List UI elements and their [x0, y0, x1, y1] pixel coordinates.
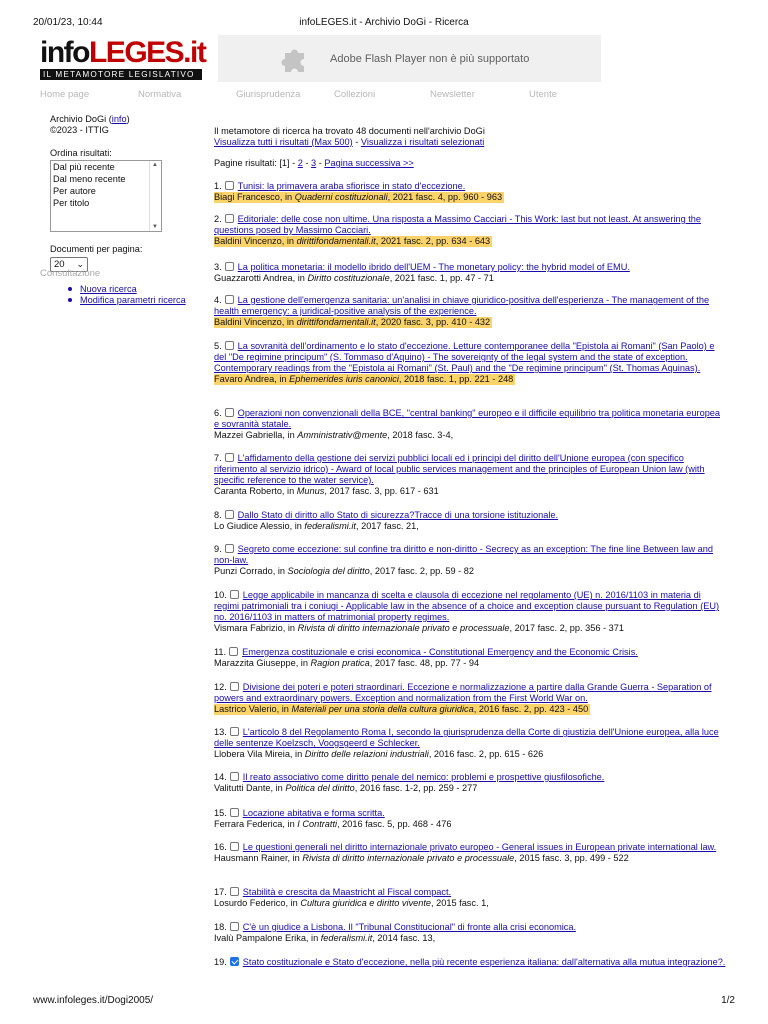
select-checkbox[interactable] [225, 453, 234, 462]
select-checkbox[interactable] [230, 772, 239, 781]
print-page-title: infoLEGES.it - Archivio DoGi - Ricerca [299, 17, 469, 28]
pagination-label: Pagine risultati: [1] - [214, 158, 298, 168]
result-source: Lo Giudice Alessio, in federalismi.it, 2017 fasc. 21, [214, 521, 419, 531]
result-title-link[interactable]: Emergenza costituzionale e crisi economica - Constitutional Emergency and the Economic Crisis. [242, 647, 638, 657]
order-option[interactable]: Per titolo [53, 198, 90, 208]
select-checkbox[interactable] [225, 262, 234, 271]
info-link[interactable]: info [111, 114, 127, 124]
result-title-link[interactable]: Dallo Stato di diritto allo Stato di sicurezza?Tracce di una torsione istituzionale. [237, 510, 559, 520]
result-item: 18. C'è un giudice a Lisbona. Il "Tribunal Constitucional" di fronte alla crisi economica. Ivalù Pampalone Erika, in federalismi.it, 2014 fasc. 13, [214, 922, 577, 943]
sidebar-link-item [66, 284, 186, 295]
sidebar [50, 114, 210, 272]
order-option[interactable]: Dal meno recente [53, 174, 126, 184]
sidebar-link-item [66, 295, 186, 306]
result-title-link[interactable]: Editoriale: delle cose non ultime. Una risposta a Massimo Cacciari - This Work: last but not least. At answering the questions posed by Massimo Cacciari. [214, 214, 701, 235]
modify-params-link[interactable]: Modifica parametri ricerca [80, 294, 186, 305]
per-page-value: 20 [54, 259, 65, 270]
scroll-down-icon[interactable]: ▼ [152, 224, 158, 230]
select-checkbox[interactable] [230, 682, 239, 691]
select-checkbox[interactable] [230, 887, 239, 896]
nav-collezioni[interactable]: Collezioni [334, 89, 376, 100]
summary-text: Il metamotore di ricerca ha trovato 48 documenti nell'archivio DoGi [214, 126, 485, 136]
select-checkbox[interactable] [230, 590, 239, 599]
result-item: 17. Stabilità e crescita da Maastricht al Fiscal compact. Losurdo Federico, in Cultura giuridica e diritto vivente, 2015 fasc. 1, [214, 887, 489, 908]
result-item: 7. L'affidamento della gestione dei servizi pubblici locali ed i principi del diritto dell'Unione europea (con specifico riferimento al servizio idrico) - Award of local public services management and the principles of European Union law (with specific reference to the water service). Caranta Roberto, in Munus, 2017 fasc. 3, pp. 617 - 631 [214, 453, 705, 496]
print-datetime: 20/01/23, 10:44 [33, 17, 103, 28]
result-source: Mazzei Gabriella, in Amministrativ@mente, 2018 fasc. 3-4, [214, 430, 454, 440]
result-title-link[interactable]: L'articolo 8 del Regolamento Roma I, secondo la giurisprudenza della Corte di giustizia dell'Unione europea, alla luce delle sentenze Koelzsch, Voogsgeerd e Schlecker. [214, 727, 719, 748]
result-source: Valitutti Dante, in Politica del diritto, 2016 fasc. 1-2, pp. 259 - 277 [214, 783, 478, 793]
select-checkbox[interactable] [225, 510, 234, 519]
select-checkbox[interactable] [225, 544, 234, 553]
result-item: 15. Locazione abitativa e forma scritta. Ferrara Federica, in I Contratti, 2016 fasc. 5, pp. 468 - 476 [214, 808, 452, 829]
chevron-down-icon: ⌄ [76, 259, 84, 269]
result-title-link[interactable]: C'è un giudice a Lisbona. Il "Tribunal Constitucional" di fronte alla crisi economica. [242, 922, 577, 932]
select-checkbox[interactable] [230, 842, 239, 851]
new-search-link[interactable]: Nuova ricerca [80, 284, 137, 294]
page-3-link[interactable]: 3 [311, 158, 317, 168]
result-source: Lastrico Valerio, in Materiali per una storia della cultura giuridica, 2016 fasc. 2, pp. 423 - 450 [214, 704, 589, 714]
result-title-link[interactable]: Segreto come eccezione: sul confine tra diritto e non-diritto - Secrecy as an exception: The fine line Between law and non-law. [214, 544, 713, 565]
result-title-link[interactable]: Divisione dei poteri e poteri straordinari. Eccezione e normalizzazione a partire dalla Grande Guerra - Separation of powers and extraordinary powers. Exception and normalization from the First World War on. [214, 682, 712, 703]
select-checkbox[interactable] [225, 341, 234, 350]
select-checkbox[interactable] [225, 295, 234, 304]
select-checkbox[interactable] [230, 808, 239, 817]
result-item: 2. Editoriale: delle cose non ultime. Una risposta a Massimo Cacciari - This Work: last but not least. At answering the questions posed by Massimo Cacciari. Baldini Vincenzo, in dirittifondamentali.it, 2021 fasc. 2, pp. 634 - 643 [214, 214, 701, 246]
result-title-link[interactable]: Il reato associativo come diritto penale del nemico: problemi e prospettive giusfilosofiche. [242, 772, 605, 782]
order-label: Ordina risultati: [50, 148, 112, 158]
print-url: www.infoleges.it/Dogi2005/ [33, 995, 154, 1006]
result-source: Vismara Fabrizio, in Rivista di diritto internazionale privato e processuale, 2017 fasc. 2, pp. 356 - 371 [214, 623, 624, 633]
result-item: 5. La sovranità dell'ordinamento e lo stato d'eccezione. Letture contemporanee della "Epistola ai Romani" (San Paolo) e del "De regimine principum" (S. Tommaso d'Aquino) - The sovereignty of the legal system and the state of exception. Contemporary readings from the "Epistola ai Romani" (St. Paul) and the "De regimine principum" (St. Thomas Aquinas). Favaro Andrea, in Ephemerides iuris canonici, 2018 fasc. 1, pp. 221 - 248 [214, 341, 715, 384]
archive-info: Archivio DoGi (info) [50, 114, 130, 124]
result-item: 12. Divisione dei poteri e poteri straordinari. Eccezione e normalizzazione a partire dalla Grande Guerra - Separation of powers and extraordinary powers. Exception and normalization from the First World War on. Lastrico Valerio, in Materiali per una storia della cultura giuridica, 2016 fasc. 2, pp. 423 - 450 [214, 682, 712, 714]
nav-home[interactable]: Home page [40, 89, 90, 100]
result-item: 14. Il reato associativo come diritto penale del nemico: problemi e prospettive giusfilosofiche. Valitutti Dante, in Politica del diritto, 2016 fasc. 1-2, pp. 259 - 277 [214, 772, 605, 793]
logo-tagline: IL METAMOTORE LEGISLATIVO [40, 69, 202, 80]
result-title-link[interactable]: Tunisi: la primavera araba sfiorisce in stato d'eccezione. [237, 181, 466, 191]
scroll-up-icon[interactable]: ▲ [152, 162, 158, 168]
result-item: 16. Le questioni generali nel diritto internazionale privato europeo - General issues in European private international law. Hausmann Rainer, in Rivista di diritto internazionale privato e processuale, 2015 fasc. 3, pp. 499 - 522 [214, 842, 717, 863]
result-title-link[interactable]: Operazioni non convenzionali della BCE, "central banking" europeo e il difficile equilibrio tra politica monetaria europea e sovranità statale. [214, 408, 721, 429]
results-summary [214, 126, 726, 148]
result-title-link[interactable]: Stato costituzionale e Stato d'eccezione, nella più recente esperienza italiana: dall'alternativa alla mutua integrazione?. [242, 957, 726, 967]
result-source: Caranta Roberto, in Munus, 2017 fasc. 3, pp. 617 - 631 [214, 486, 439, 496]
logo-wordmark: infoLEGES.it [40, 36, 206, 69]
view-all-link[interactable]: Visualizza tutti i risultati (Max 500) [214, 137, 353, 147]
consultazione-label: Consultazione [40, 268, 101, 279]
order-listbox[interactable] [50, 160, 162, 232]
result-source: Marazzita Giuseppe, in Ragion pratica, 2017 fasc. 48, pp. 77 - 94 [214, 658, 480, 668]
result-source: Hausmann Rainer, in Rivista di diritto internazionale privato e processuale, 2015 fasc. 3, pp. 499 - 522 [214, 853, 629, 863]
result-item: 3. La politica monetaria: il modello ibrido dell'UEM - The monetary policy: the hybrid model of EMU. Guazzarotti Andrea, in Diritto costituzionale, 2021 fasc. 1, pp. 47 - 71 [214, 262, 630, 283]
per-page-label: Documenti per pagina: [50, 244, 143, 254]
summary-links: Visualizza tutti i risultati (Max 500) - Visualizza i risultati selezionati [214, 137, 485, 147]
print-header [33, 17, 735, 31]
view-selected-link[interactable]: Visualizza i risultati selezionati [360, 137, 485, 147]
result-item: 11. Emergenza costituzionale e crisi economica - Constitutional Emergency and the Economic Crisis. Marazzita Giuseppe, in Ragion pratica, 2017 fasc. 48, pp. 77 - 94 [214, 647, 638, 668]
next-page-link[interactable]: Pagina successiva >> [324, 158, 414, 168]
result-title-link[interactable]: Locazione abitativa e forma scritta. [242, 808, 385, 818]
sidebar-links [66, 284, 186, 305]
select-checkbox[interactable] [225, 408, 234, 417]
print-footer [33, 995, 735, 1009]
flash-message: Adobe Flash Player non è più supportato [330, 52, 530, 65]
result-title-link[interactable]: Legge applicabile in mancanza di scelta e clausola di eccezione nel regolamento (UE) n. 2016/1103 in materia di regimi patrimoniali tra i coniugi - Applicable law in the absence of a choice and exception clause pursuant to Regulation (EU) no. 2016/1103 in matters of matrimonial property regimes. [214, 590, 720, 622]
result-source: Ferrara Federica, in I Contratti, 2016 fasc. 5, pp. 468 - 476 [214, 819, 452, 829]
nav-utente[interactable]: Utente [529, 89, 557, 100]
result-title-link[interactable]: L'affidamento della gestione dei servizi pubblici locali ed i principi del diritto dell'Unione europea (con specifico riferimento al servizio idrico) - Award of local public services management and the principles of European Union law (with specific reference to the water service). [214, 453, 705, 485]
result-source: Punzi Corrado, in Sociologia del diritto, 2017 fasc. 2, pp. 59 - 82 [214, 566, 474, 576]
result-title-link[interactable]: La sovranità dell'ordinamento e lo stato d'eccezione. Letture contemporanee della "Epistola ai Romani" (San Paolo) e del "De regimine principum" (S. Tommaso d'Aquino) - The sovereignty of the legal system and the state of exception. Contemporary readings from the "Epistola ai Romani" (St. Paul) and the "De regimine principum" (St. Thomas Aquinas). [214, 341, 715, 373]
print-page-number: 1/2 [721, 995, 735, 1006]
select-checkbox[interactable] [230, 922, 239, 931]
result-title-link[interactable]: Stabilità e crescita da Maastricht al Fiscal compact. [242, 887, 452, 897]
nav-newsletter[interactable]: Newsletter [430, 89, 475, 100]
result-title-link[interactable]: La gestione dell'emergenza sanitaria: un'analisi in chiave giuridico-positiva dell'esperienza - The management of the health emergency: a juridical-positive analysis of the experience. [214, 295, 710, 316]
select-checkbox[interactable] [225, 214, 234, 223]
puzzle-plugin-icon [280, 44, 310, 74]
nav-normativa[interactable]: Normativa [138, 89, 182, 100]
result-source: Ivalù Pampalone Erika, in federalismi.it, 2014 fasc. 13, [214, 933, 436, 943]
select-checkbox[interactable] [230, 957, 239, 966]
copyright: ©2023 - ITTIG [50, 125, 109, 135]
order-option[interactable]: Per autore [53, 186, 96, 196]
result-item: 1. Tunisi: la primavera araba sfiorisce in stato d'eccezione. Biagi Francesco, in Quaderni costituzionali, 2021 fasc. 4, pp. 960 - 963 [214, 181, 503, 202]
result-item: 6. Operazioni non convenzionali della BCE, "central banking" europeo e il difficile equilibrio tra politica monetaria europea e sovranità statale. Mazzei Gabriella, in Amministrativ@mente, 2018 fasc. 3-4, [214, 408, 721, 440]
page-2-link[interactable]: 2 [297, 158, 303, 168]
select-checkbox[interactable] [229, 647, 238, 656]
site-logo[interactable] [40, 36, 206, 82]
result-item: 19. Stato costituzionale e Stato d'eccezione, nella più recente esperienza italiana: dall'alternativa alla mutua integrazione?. [214, 957, 726, 967]
result-item: 10. Legge applicabile in mancanza di scelta e clausola di eccezione nel regolamento (UE) n. 2016/1103 in materia di regimi patrimoniali tra i coniugi - Applicable law in the absence of a choice and exception clause pursuant to Regulation (EU) no. 2016/1103 in matters of matrimonial property regimes. Vismara Fabrizio, in Rivista di diritto internazionale privato e processuale, 2017 fasc. 2, pp. 356 - 371 [214, 590, 720, 633]
result-item: 9. Segreto come eccezione: sul confine tra diritto e non-diritto - Secrecy as an exception: The fine line Between law and non-law. Punzi Corrado, in Sociologia del diritto, 2017 fasc. 2, pp. 59 - 82 [214, 544, 713, 576]
result-item: 13. L'articolo 8 del Regolamento Roma I, secondo la giurisprudenza della Corte di giustizia dell'Unione europea, alla luce delle sentenze Koelzsch, Voogsgeerd e Schlecker. Llobera Vila Mireia, in Diritto delle relazioni industriali, 2016 fasc. 2, pp. 615 - 626 [214, 727, 719, 759]
order-option[interactable]: Dal più recente [53, 162, 115, 172]
nav-giurisprudenza[interactable]: Giurisprudenza [236, 89, 301, 100]
result-source: Baldini Vincenzo, in dirittifondamentali.it, 2020 fasc. 3, pp. 410 - 432 [214, 317, 491, 327]
result-source: Baldini Vincenzo, in dirittifondamentali.it, 2021 fasc. 2, pp. 634 - 643 [214, 236, 491, 246]
pagination: Pagine risultati: [1] - 2 - 3 - Pagina successiva >> [214, 158, 414, 168]
result-item: 4. La gestione dell'emergenza sanitaria: un'analisi in chiave giuridico-positiva dell'esperienza - The management of the health emergency: a juridical-positive analysis of the experience. Baldini Vincenzo, in dirittifondamentali.it, 2020 fasc. 3, pp. 410 - 432 [214, 295, 710, 327]
result-source: Biagi Francesco, in Quaderni costituzionali, 2021 fasc. 4, pp. 960 - 963 [214, 192, 503, 202]
result-source: Guazzarotti Andrea, in Diritto costituzionale, 2021 fasc. 1, pp. 47 - 71 [214, 273, 494, 283]
result-source: Losurdo Federico, in Cultura giuridica e diritto vivente, 2015 fasc. 1, [214, 898, 489, 908]
listbox-scrollbar[interactable] [149, 161, 161, 231]
result-source: Favaro Andrea, in Ephemerides iuris canonici, 2018 fasc. 1, pp. 221 - 248 [214, 374, 514, 384]
main-nav [40, 89, 580, 103]
result-source: Llobera Vila Mireia, in Diritto delle relazioni industriali, 2016 fasc. 2, pp. 615 - 626 [214, 749, 544, 759]
result-title-link[interactable]: Le questioni generali nel diritto internazionale privato europeo - General issues in European private international law. [242, 842, 717, 852]
flash-placeholder [218, 35, 601, 82]
result-title-link[interactable]: La politica monetaria: il modello ibrido dell'UEM - The monetary policy: the hybrid model of EMU. [237, 262, 630, 272]
select-checkbox[interactable] [225, 181, 234, 190]
result-item: 8. Dallo Stato di diritto allo Stato di sicurezza?Tracce di una torsione istituzionale. Lo Giudice Alessio, in federalismi.it, 2017 fasc. 21, [214, 510, 559, 531]
select-checkbox[interactable] [230, 727, 239, 736]
